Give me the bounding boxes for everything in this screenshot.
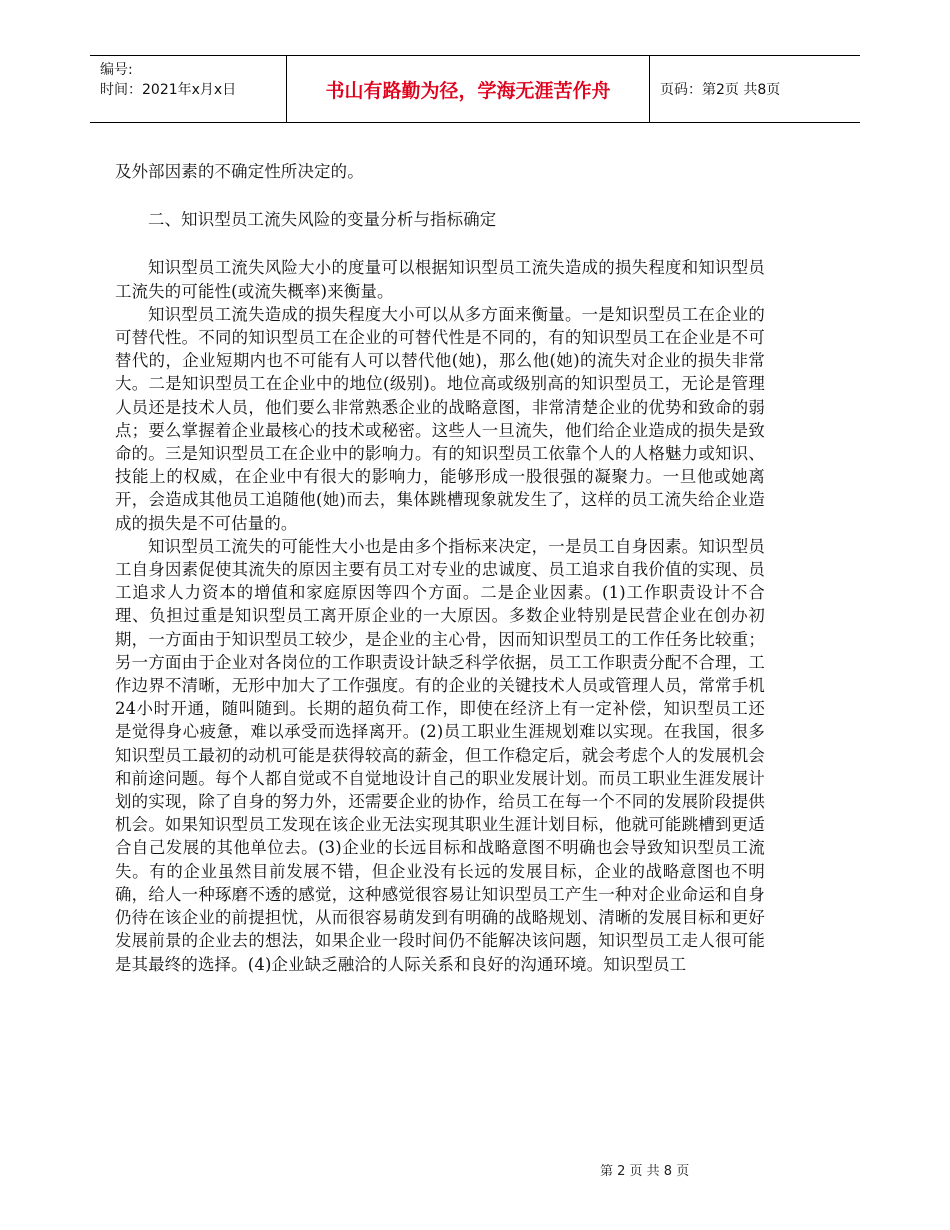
lead-text: 及外部因素的不确定性所决定的。: [115, 162, 364, 181]
body-paragraph: 知识型员工流失的可能性大小也是由多个指标来决定，一是员工自身因素。知识型员工自身因素促使其流失的原因主要有员工对专业的忠诚度、员工追求自我价值的实现、员工追求人力资本的增值和家庭原因等四个方面。二是企业因素。(1)工作职责设计不合理、负担过重是知识型员工离开原企业的一大原因。多数企业特别是民营企业在创办初期，一方面由于知识型员工较少，是企业的主心骨，因而知识型员工的工作任务比较重；另一方面由于企业对各岗位的工作职责设计缺乏科学依据，员工工作职责分配不合理，工作边界不清晰，无形中加大了工作强度。有的企业的关键技术人员或管理人员，常常手机24小时开通，随叫随到。长期的超负荷工作，即使在经济上有一定补偿，知识型员工还是觉得身心疲惫，难以承受而选择离开。(2)员工职业生涯规划难以实现。在我国，很多知识型员工最初的动机可能是获得较高的薪金，但工作稳定后，就会考虑个人的发展机会和前途问题。每个人都自觉或不自觉地设计自己的职业发展计划。而员工职业生涯发展计划的实现，除了自身的努力外，还需要企业的协作，给员工在每一个不同的发展阶段提供机会。如果知识型员工发现在该企业无法实现其职业生涯计划目标，他就可能跳槽到更适合自己发展的其他单位去。(3)企业的长远目标和战略意图不明确也会导致知识型员工流失。有的企业虽然目前发展不错，但企业没有长远的发展目标，企业的战略意图也不明确，给人一种琢磨不透的感觉，这种感觉很容易让知识型员工产生一种对企业命运和自身仍待在该企业的前提担忧，从而很容易萌发到有明确的战略规划、清晰的发展目标和更好发展前景的企业去的想法，如果企业一段时间仍不能解决该问题，知识型员工走人很可能是其最终的选择。(4)企业缺乏融洽的人际关系和良好的沟通环境。知识型员工: [115, 536, 765, 974]
page-footer: 第 2 页 共 8 页: [600, 1164, 690, 1179]
header-meta: [100, 60, 280, 100]
body-paragraph: 知识型员工流失造成的损失程度大小可以从多方面来衡量。一是知识型员工在企业的可替代性。不同的知识型员工在企业的可替代性是不同的，有的知识型员工在企业是不可替代的，企业短期内也不可能有人可以替代他(她)，那么他(她)的流失对企业的损失非常大。二是知识型员工在企业中的地位(级别)。地位高或级别高的知识型员工，无论是管理人员还是技术人员，他们要么非常熟悉企业的战略意图，非常清楚企业的优势和致命的弱点；要么掌握着企业最核心的技术或秘密。这些人一旦流失，他们给企业造成的损失是致命的。三是知识型员工在企业中的影响力。有的知识型员工依靠个人的人格魅力或知识、技能上的权威，在企业中有很大的影响力，能够形成一股很强的凝聚力。一旦他或她离开，会造成其他员工追随他(她)而去，集体跳槽现象就发生了，这样的员工流失给企业造成的损失是不可估量的。: [115, 304, 765, 533]
serial-label: 编号:: [100, 62, 133, 78]
header-motto: 书山有路勤为径，学海无涯苦作舟: [286, 56, 650, 122]
header-page-info: 页码：第2页 共8页: [660, 82, 781, 98]
document-body: [115, 160, 765, 976]
date-label: 时间：2021年x月x日: [100, 82, 237, 98]
page-header: [90, 55, 860, 123]
body-paragraph: 知识型员工流失风险大小的度量可以根据知识型员工流失造成的损失程度和知识型员工流失的可能性(或流失概率)来衡量。: [115, 258, 765, 301]
section-heading: 二、知识型员工流失风险的变量分析与指标确定: [148, 210, 497, 230]
